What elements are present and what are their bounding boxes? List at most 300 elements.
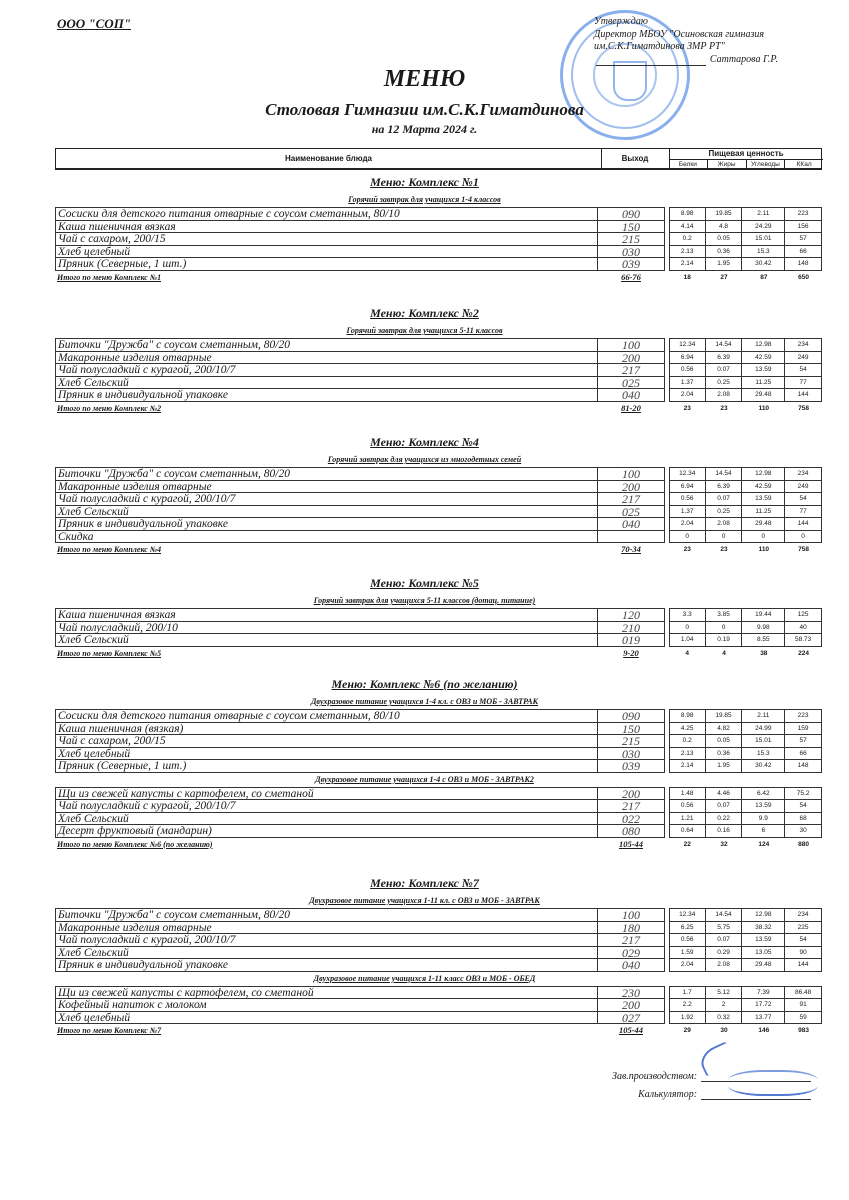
dish-name: Сосиски для детского питания отварные с соусом сметанным, 80/10 [55, 207, 597, 221]
dish-output: 100 [597, 908, 665, 922]
table-row [55, 364, 822, 377]
dish-proteins: 0.56 [669, 800, 706, 813]
table-row [55, 389, 822, 402]
dish-name: Чай полусладкий с курагой, 200/10/7 [55, 800, 597, 813]
dish-proteins: 12.34 [669, 338, 706, 352]
handwritten-signature-icon [728, 1070, 818, 1096]
dish-proteins: 1.37 [669, 377, 706, 390]
dish-carbs: 9.9 [742, 813, 785, 826]
dish-proteins: 2.14 [669, 258, 706, 271]
dish-proteins: 2.04 [669, 959, 706, 972]
dish-table [55, 787, 822, 838]
dish-kcal: 77 [785, 506, 822, 519]
table-row [55, 748, 822, 761]
total-fats: 23 [720, 546, 728, 553]
nutrition-title: Пищевая ценность [669, 149, 823, 160]
group-subtitle: Двухразовое питание учащихся 1-4 кл. с ОВЗ и МОБ - ЗАВТРАК [310, 697, 539, 706]
dish-fats: 2.08 [706, 959, 743, 972]
dish-proteins: 0 [669, 531, 706, 544]
total-row [55, 1024, 822, 1037]
dish-kcal: 125 [785, 608, 822, 622]
total-output: 9-20 [623, 647, 639, 658]
dish-name: Чай полусладкий с курагой, 200/10/7 [55, 934, 597, 947]
dish-carbs: 13.77 [742, 1012, 785, 1025]
group-subtitle: Горячий завтрак для учащихся 1-4 классов [348, 195, 501, 204]
dish-carbs: 15.3 [742, 246, 785, 259]
dish-fats: 0.07 [706, 493, 743, 506]
total-label: Итого по меню Комплекс №6 (по желанию) [57, 839, 213, 849]
dish-kcal: 225 [785, 922, 822, 935]
dish-proteins: 2.04 [669, 389, 706, 402]
table-row [55, 934, 822, 947]
table-row [55, 481, 822, 494]
approval-line-2: Директор МБОУ "Осиновская гимназия [594, 28, 765, 40]
dish-proteins: 1.92 [669, 1012, 706, 1025]
dish-carbs: 13.59 [742, 934, 785, 947]
dish-fats: 2 [706, 999, 743, 1012]
table-row [55, 922, 822, 935]
table-row [55, 352, 822, 365]
dish-carbs: 11.25 [742, 377, 785, 390]
group-subtitle: Горячий завтрак для учащихся 5-11 классов [346, 326, 503, 335]
table-row [55, 959, 822, 972]
dish-proteins: 2.2 [669, 999, 706, 1012]
dish-kcal: 66 [785, 246, 822, 259]
table-row [55, 622, 822, 635]
total-fats: 4 [722, 649, 726, 657]
dish-output: 039 [597, 258, 665, 271]
dish-fats: 19.85 [706, 207, 743, 221]
total-carbs: 146 [758, 1027, 770, 1034]
dish-kcal: 54 [785, 364, 822, 377]
total-proteins: 22 [683, 840, 691, 848]
dish-name: Кофейный напиток с молоком [55, 999, 597, 1012]
menu-section [0, 434, 849, 556]
dish-carbs: 13.59 [742, 493, 785, 506]
dish-carbs: 19.44 [742, 608, 785, 622]
dish-carbs: 13.59 [742, 364, 785, 377]
dish-fats: 0.07 [706, 364, 743, 377]
total-fats: 23 [720, 404, 728, 412]
dish-kcal: 148 [785, 760, 822, 773]
dish-output: 080 [597, 825, 665, 838]
dish-proteins: 0.2 [669, 233, 706, 246]
dish-proteins: 2.13 [669, 748, 706, 761]
dish-fats: 4.8 [706, 221, 743, 234]
dish-kcal: 68 [785, 813, 822, 826]
dish-output: 040 [597, 959, 665, 972]
table-row [55, 246, 822, 259]
dish-name: Хлеб Сельский [55, 634, 597, 647]
column-header-nutrition [669, 149, 823, 168]
total-kcal: 758 [798, 404, 810, 412]
total-kcal: 758 [798, 546, 810, 553]
dish-proteins: 1.48 [669, 787, 706, 801]
dish-name: Хлеб Сельский [55, 506, 597, 519]
dish-proteins: 4.14 [669, 221, 706, 234]
total-kcal: 650 [798, 273, 810, 281]
dish-name: Пряник в индивидуальной упаковке [55, 389, 597, 402]
dish-output: 215 [597, 735, 665, 748]
dish-fats: 14.54 [706, 338, 743, 352]
group-subtitle: Горячий завтрак для учащихся из многодетных семей [327, 455, 522, 464]
approval-block [594, 16, 794, 66]
dish-name: Хлеб Сельский [55, 947, 597, 960]
total-output: 105-44 [618, 838, 644, 849]
dish-kcal: 58.73 [785, 634, 822, 647]
dish-proteins: 6.25 [669, 922, 706, 935]
dish-table [55, 467, 822, 543]
dish-carbs: 17.72 [742, 999, 785, 1012]
dish-proteins: 0.2 [669, 735, 706, 748]
total-carbs: 38 [760, 649, 768, 657]
dish-output: 100 [597, 338, 665, 352]
dish-fats: 14.54 [706, 467, 743, 481]
dish-fats: 6.39 [706, 352, 743, 365]
dish-fats: 5.12 [706, 986, 743, 1000]
table-row [55, 608, 822, 622]
section-title: Меню: Комплекс №2 [370, 306, 479, 320]
dish-kcal: 66 [785, 748, 822, 761]
table-row [55, 338, 822, 352]
table-row [55, 723, 822, 736]
dish-output: 025 [597, 377, 665, 390]
total-output: 105-44 [618, 1025, 644, 1035]
section-title: Меню: Комплекс №6 (по желанию) [331, 677, 518, 691]
total-kcal: 224 [798, 649, 810, 657]
dish-output: 022 [597, 813, 665, 826]
total-label: Итого по меню Комплекс №2 [57, 403, 162, 413]
dish-fats: 0.25 [706, 506, 743, 519]
dish-fats: 3.85 [706, 608, 743, 622]
dish-kcal: 234 [785, 467, 822, 481]
page-title: МЕНЮ [383, 66, 466, 92]
total-fats: 30 [720, 1027, 728, 1034]
dish-kcal: 77 [785, 377, 822, 390]
dish-proteins: 8.98 [669, 207, 706, 221]
dish-carbs: 9.98 [742, 622, 785, 635]
dish-fats: 0.22 [706, 813, 743, 826]
dish-table [55, 986, 822, 1025]
dish-output: 027 [597, 1012, 665, 1025]
table-row [55, 1012, 822, 1025]
dish-kcal: 223 [785, 709, 822, 723]
dish-table [55, 338, 822, 402]
table-row [55, 207, 822, 221]
dish-fats: 14.54 [706, 908, 743, 922]
total-proteins: 23 [683, 546, 691, 553]
dish-name: Каша пшеничная вязкая [55, 608, 597, 622]
total-carbs: 87 [760, 273, 768, 281]
dish-carbs: 13.59 [742, 800, 785, 813]
dish-name: Щи из свежей капусты с картофелем, со сметаной [55, 787, 597, 801]
dish-name: Десерт фруктовый (мандарин) [55, 825, 597, 838]
dish-carbs: 42.59 [742, 481, 785, 494]
table-row [55, 506, 822, 519]
dish-kcal: 249 [785, 481, 822, 494]
dish-proteins: 1.21 [669, 813, 706, 826]
table-row [55, 999, 822, 1012]
dish-carbs: 15.01 [742, 735, 785, 748]
dish-kcal: 234 [785, 338, 822, 352]
dish-fats: 5.75 [706, 922, 743, 935]
dish-output: 090 [597, 709, 665, 723]
table-row [55, 233, 822, 246]
dish-proteins: 3.3 [669, 608, 706, 622]
dish-table [55, 709, 822, 773]
dish-proteins: 2.14 [669, 760, 706, 773]
dish-output: 217 [597, 934, 665, 947]
dish-name: Каша пшеничная (вязкая) [55, 723, 597, 736]
dish-fats: 0 [706, 531, 743, 544]
dish-kcal: 144 [785, 959, 822, 972]
total-proteins: 4 [685, 649, 690, 657]
total-proteins: 29 [683, 1027, 691, 1034]
dish-output: 090 [597, 207, 665, 221]
dish-kcal: 40 [785, 622, 822, 635]
table-row [55, 760, 822, 773]
dish-output: 230 [597, 986, 665, 1000]
dish-proteins: 0.56 [669, 934, 706, 947]
dish-output: 025 [597, 506, 665, 519]
dish-name: Чай с сахаром, 200/15 [55, 233, 597, 246]
dish-proteins: 0 [669, 622, 706, 635]
dish-carbs: 24.99 [742, 723, 785, 736]
dish-output: 030 [597, 748, 665, 761]
group-subtitle: Двухразовое питание учащихся 1-4 с ОВЗ и МОБ - ЗАВТРАК2 [315, 774, 534, 784]
calculator-label: Калькулятор: [638, 1089, 698, 1100]
dish-proteins: 1.7 [669, 986, 706, 1000]
dish-kcal: 57 [785, 233, 822, 246]
dish-proteins: 0.64 [669, 825, 706, 838]
dish-carbs: 15.3 [742, 748, 785, 761]
total-output: 66-76 [621, 271, 641, 282]
dish-output: 040 [597, 518, 665, 531]
menu-section [0, 575, 849, 660]
dish-output: 120 [597, 608, 665, 622]
dish-kcal: 90 [785, 947, 822, 960]
section-title: Меню: Комплекс №1 [370, 175, 479, 189]
dish-output: 030 [597, 246, 665, 259]
section-title: Меню: Комплекс №4 [370, 435, 479, 449]
total-proteins: 18 [683, 273, 691, 281]
total-row [55, 647, 822, 660]
production-head-label: Зав.производством: [612, 1071, 698, 1082]
dish-kcal: 59 [785, 1012, 822, 1025]
dish-fats: 0.07 [706, 934, 743, 947]
dish-carbs: 30.42 [742, 258, 785, 271]
table-row [55, 813, 822, 826]
group-subtitle: Двухразовое питание учащихся 1-11 класс ОВЗ и МОБ - ОБЕД [313, 973, 536, 983]
dish-kcal: 234 [785, 908, 822, 922]
total-label: Итого по меню Комплекс №1 [57, 272, 162, 282]
dish-fats: 0.36 [706, 748, 743, 761]
dish-name: Чай полусладкий с курагой, 200/10/7 [55, 364, 597, 377]
dish-fats: 4.82 [706, 723, 743, 736]
section-title: Меню: Комплекс №5 [370, 576, 479, 590]
total-carbs: 110 [758, 546, 770, 553]
dish-name: Биточки "Дружба" с соусом сметанным, 80/20 [55, 338, 597, 352]
dish-fats: 0.05 [706, 233, 743, 246]
dish-output [597, 531, 665, 544]
approval-line-1: Утверждаю [594, 16, 648, 27]
dish-output: 217 [597, 364, 665, 377]
dish-proteins: 1.37 [669, 506, 706, 519]
dish-name: Биточки "Дружба" с соусом сметанным, 80/20 [55, 467, 597, 481]
dish-carbs: 29.48 [742, 959, 785, 972]
dish-kcal: 54 [785, 934, 822, 947]
total-carbs: 110 [758, 404, 770, 412]
dish-name: Хлеб Сельский [55, 813, 597, 826]
dish-carbs: 42.59 [742, 352, 785, 365]
dish-output: 039 [597, 760, 665, 773]
dish-output: 200 [597, 352, 665, 365]
dish-fats: 0.16 [706, 825, 743, 838]
total-label: Итого по меню Комплекс №7 [57, 1026, 162, 1035]
dish-kcal: 54 [785, 493, 822, 506]
dish-kcal: 159 [785, 723, 822, 736]
dish-name: Чай с сахаром, 200/15 [55, 735, 597, 748]
table-row [55, 825, 822, 838]
dish-output: 100 [597, 467, 665, 481]
dish-fats: 1.95 [706, 258, 743, 271]
total-fats: 32 [720, 840, 728, 848]
dish-name: Щи из свежей капусты с картофелем, со сметаной [55, 986, 597, 1000]
dish-name: Чай полусладкий, 200/10 [55, 622, 597, 635]
dish-kcal: 144 [785, 389, 822, 402]
dish-proteins: 1.59 [669, 947, 706, 960]
section-title: Меню: Комплекс №7 [370, 876, 479, 890]
dish-output: 029 [597, 947, 665, 960]
column-header-output: Выход [601, 149, 670, 168]
dish-output: 019 [597, 634, 665, 647]
dish-output: 150 [597, 723, 665, 736]
dish-name: Хлеб целебный [55, 1012, 597, 1025]
dish-kcal: 148 [785, 258, 822, 271]
dish-carbs: 8.55 [742, 634, 785, 647]
dish-proteins: 2.04 [669, 518, 706, 531]
dish-carbs: 12.98 [742, 338, 785, 352]
dish-fats: 2.08 [706, 389, 743, 402]
dish-kcal: 54 [785, 800, 822, 813]
menu-section [0, 305, 849, 415]
table-row [55, 493, 822, 506]
dish-output: 210 [597, 622, 665, 635]
column-header-proteins: Белки [669, 160, 708, 170]
dish-name: Макаронные изделия отварные [55, 352, 597, 365]
column-header-name: Наименование блюда [56, 149, 602, 168]
dish-carbs: 29.48 [742, 389, 785, 402]
dish-kcal: 91 [785, 999, 822, 1012]
dish-fats: 19.85 [706, 709, 743, 723]
table-row [55, 986, 822, 1000]
column-header-kcal: ККал [796, 161, 812, 168]
dish-output: 215 [597, 233, 665, 246]
total-proteins: 23 [683, 404, 691, 412]
dish-name: Хлеб целебный [55, 246, 597, 259]
dish-carbs: 6.42 [742, 787, 785, 801]
dish-carbs: 11.25 [742, 506, 785, 519]
dish-table [55, 608, 822, 647]
dish-kcal: 57 [785, 735, 822, 748]
table-row [55, 221, 822, 234]
dish-proteins: 0.56 [669, 493, 706, 506]
dish-output: 200 [597, 999, 665, 1012]
dish-name: Макаронные изделия отварные [55, 922, 597, 935]
table-row [55, 908, 822, 922]
dish-kcal: 86.48 [785, 986, 822, 1000]
dish-kcal: 223 [785, 207, 822, 221]
dish-fats: 1.95 [706, 760, 743, 773]
dish-output: 200 [597, 481, 665, 494]
table-row [55, 377, 822, 390]
total-output: 70-34 [621, 544, 641, 554]
dish-name: Хлеб целебный [55, 748, 597, 761]
dish-fats: 0.25 [706, 377, 743, 390]
dish-carbs: 2.11 [742, 709, 785, 723]
dish-fats: 2.08 [706, 518, 743, 531]
table-row [55, 634, 822, 647]
total-row [55, 543, 822, 556]
menu-section [0, 875, 849, 1037]
dish-kcal: 144 [785, 518, 822, 531]
dish-fats: 0.19 [706, 634, 743, 647]
dish-proteins: 4.25 [669, 723, 706, 736]
table-row [55, 709, 822, 723]
dish-carbs: 13.05 [742, 947, 785, 960]
dish-fats: 6.39 [706, 481, 743, 494]
dish-fats: 0.36 [706, 246, 743, 259]
dish-output: 040 [597, 389, 665, 402]
dish-table [55, 207, 822, 271]
approval-signatory: Саттарова Г.Р. [709, 53, 778, 65]
dish-proteins: 8.98 [669, 709, 706, 723]
table-row [55, 518, 822, 531]
dish-proteins: 12.34 [669, 467, 706, 481]
dish-fats: 0 [706, 622, 743, 635]
table-header [55, 148, 822, 170]
dish-name: Пряник в индивидуальной упаковке [55, 518, 597, 531]
dish-fats: 0.07 [706, 800, 743, 813]
total-label: Итого по меню Комплекс №4 [57, 545, 162, 554]
table-row [55, 787, 822, 801]
dish-name: Скидка [55, 531, 597, 544]
menu-section [0, 676, 849, 851]
dish-fats: 0.05 [706, 735, 743, 748]
dish-name: Макаронные изделия отварные [55, 481, 597, 494]
total-fats: 27 [720, 273, 728, 281]
dish-proteins: 1.04 [669, 634, 706, 647]
table-row [55, 735, 822, 748]
table-row [55, 531, 822, 544]
dish-proteins: 0.56 [669, 364, 706, 377]
dish-carbs: 15.01 [742, 233, 785, 246]
total-label: Итого по меню Комплекс №5 [57, 648, 162, 658]
menu-section [0, 174, 849, 284]
dish-output: 217 [597, 800, 665, 813]
dish-proteins: 6.94 [669, 481, 706, 494]
dish-output: 180 [597, 922, 665, 935]
dish-name: Пряник (Северные, 1 шт.) [55, 258, 597, 271]
column-header-fats: Жиры [708, 160, 747, 170]
dish-name: Пряник в индивидуальной упаковке [55, 959, 597, 972]
table-row [55, 800, 822, 813]
total-kcal: 880 [798, 840, 810, 848]
group-subtitle: Горячий завтрак для учащихся 5-11 классов (дотац. питание) [313, 596, 536, 605]
dish-name: Хлеб Сельский [55, 377, 597, 390]
dish-fats: 0.29 [706, 947, 743, 960]
table-row [55, 947, 822, 960]
